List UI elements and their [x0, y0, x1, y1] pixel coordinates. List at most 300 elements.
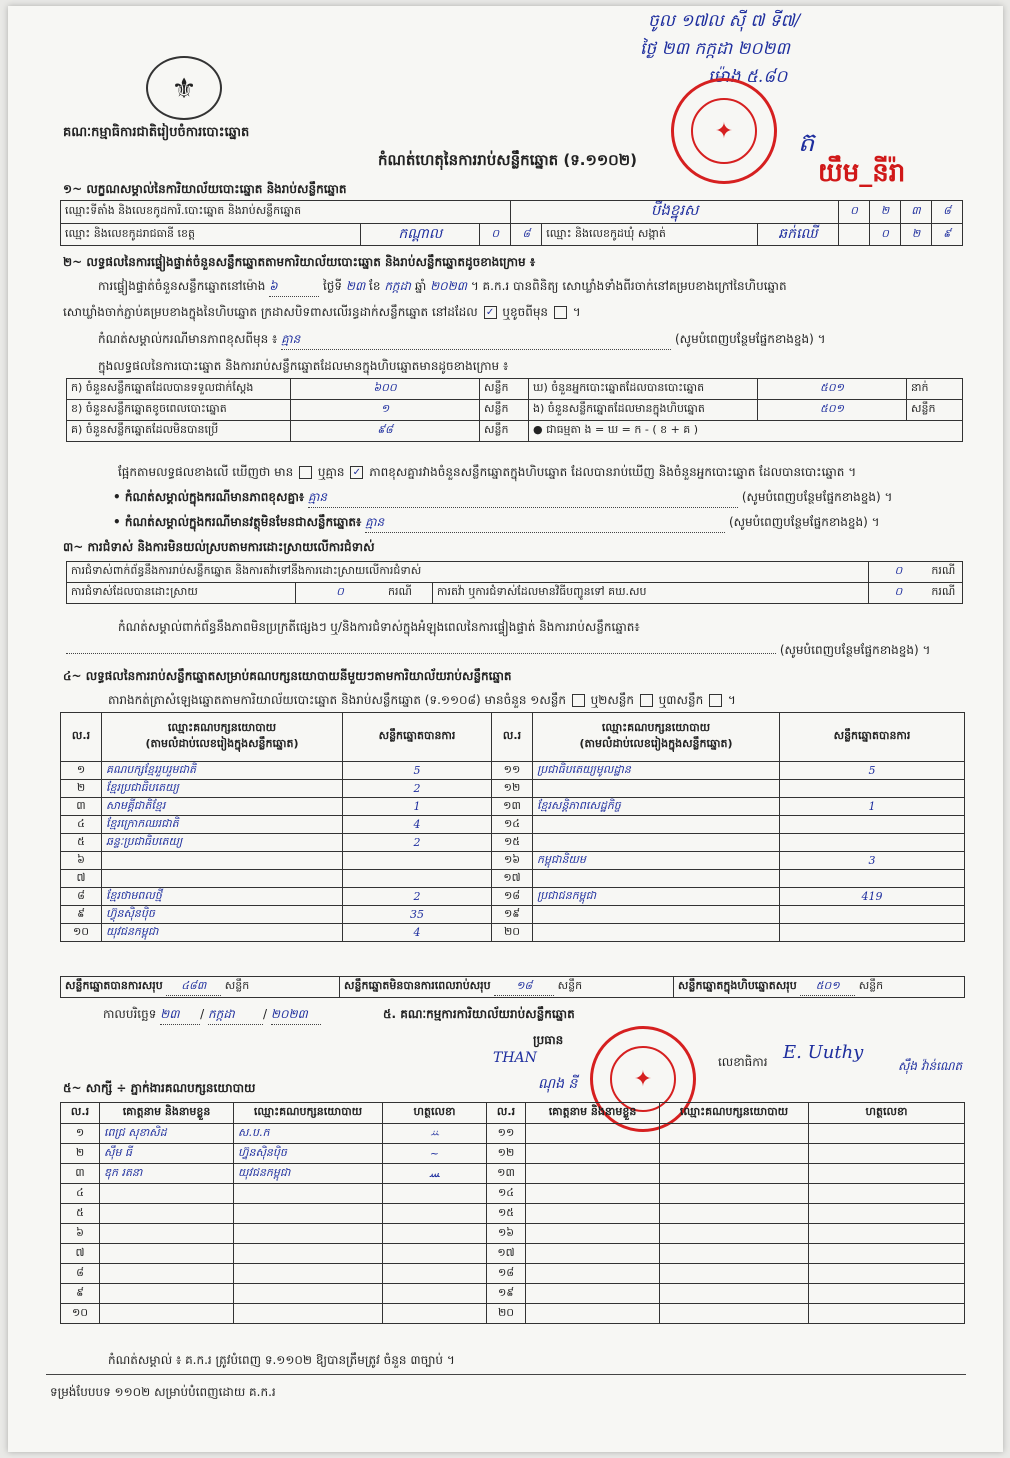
org-name: គណៈកម្មាធិការជាតិរៀបចំការបោះឆ្នោត — [63, 125, 250, 140]
party-no: ៤ — [61, 816, 102, 834]
party-name — [533, 906, 780, 924]
table-row — [61, 1144, 965, 1164]
table-row — [61, 1244, 965, 1264]
agent-party — [660, 1224, 809, 1244]
agent-no: ៤ — [61, 1184, 100, 1204]
party-name: កម្ពុជានិយម — [533, 852, 780, 870]
text: ភាពខុសគ្នារវាងចំនួនសន្លឹកឆ្នោតក្នុងហិបឆ្នោត ដែលបានរាប់ឃើញ និងចំនួនអ្នកបោះឆ្នោត ដែលបានបោះឆ្នោត ។ — [369, 465, 857, 479]
party-no: ៨ — [61, 888, 102, 906]
party-votes: 3 — [780, 852, 965, 870]
party-name — [102, 870, 343, 888]
agent-no: ៨ — [61, 1264, 100, 1284]
agent-party — [234, 1304, 383, 1324]
party-votes — [780, 816, 965, 834]
party-no: ១៤ — [492, 816, 533, 834]
party-no: ១៣ — [492, 798, 533, 816]
agent-party — [234, 1244, 383, 1264]
party-votes: 419 — [780, 888, 965, 906]
agent-party — [660, 1264, 809, 1284]
agent-name — [526, 1164, 660, 1184]
agent-name — [526, 1124, 660, 1144]
province-value: កណ្ដាល — [361, 224, 480, 246]
party-no: ១ — [61, 762, 102, 780]
party-votes — [780, 870, 965, 888]
party-votes: 5 — [343, 762, 492, 780]
section2-line3 — [98, 331, 958, 350]
objections-table — [66, 561, 963, 604]
secretary-signature: E. Uuthy — [783, 1042, 864, 1063]
agent-signature — [809, 1204, 965, 1224]
col-votes: សន្លឹកឆ្នោតបានការ — [780, 713, 965, 762]
section4-heading: ៤~ លទ្ធផលនៃការរាប់សន្លឹកឆ្នោតសម្រាប់គណបក្សនយោបាយនីមួយៗតាមការិយាល័យរាប់សន្លឹកឆ្នោត — [63, 669, 512, 683]
party-name: ឆន្ទៈប្រជាធិបតេយ្យ — [102, 834, 343, 852]
total-invalid — [340, 977, 674, 998]
agent-name — [100, 1284, 234, 1304]
stamp-code: យឹម_នីរ៉ា — [818, 158, 906, 188]
party-votes — [343, 870, 492, 888]
table-row — [61, 924, 965, 942]
section2-line2: សោឃ្លាំងចាក់ភ្ជាប់គម្របខាងក្នុងនៃហិបឆ្នោត ក្រដាសបិទពាសលើរន្ធដាក់សន្លឹកឆ្នោត នៅដដែល ✓ ឬខូចពីមុន ។ — [63, 305, 581, 319]
text: ឬ៣សន្លឹក — [658, 693, 704, 707]
table-row — [61, 888, 965, 906]
agent-name — [100, 1304, 234, 1324]
irregularity-note: កំណត់សម្គាល់ពាក់ព័ន្ធនឹងភាពមិនប្រក្រតីផ្សេងៗ ឬ/និងការជំទាស់ក្នុងអំឡុងពេលនៃការផ្ទៀងផ្ទាត់ និងការរាប់សន្លឹកឆ្នោត៖ — [118, 620, 640, 634]
count-e-value: ៥០១ — [758, 400, 907, 421]
party-name: ប្រជាជនកម្ពុជា — [533, 888, 780, 906]
totals-table — [60, 976, 965, 998]
party-no: ១៩ — [492, 906, 533, 924]
fill-note: (សូមបំពេញបន្ថែមផ្នែកខាងខ្នង) ។ — [728, 515, 880, 529]
agent-signature — [809, 1224, 965, 1244]
party-name — [102, 852, 343, 870]
table-row — [61, 1184, 965, 1204]
agent-no: ១២ — [487, 1144, 526, 1164]
agent-name — [526, 1284, 660, 1304]
text: កំណត់សម្គាល់ករណីមានភាពខុសពីមុន ៖ — [98, 332, 278, 346]
table-row — [61, 1124, 965, 1144]
col-no: ល.រ — [487, 1103, 526, 1124]
party-no: ៦ — [61, 852, 102, 870]
commune-label: ឈ្មោះ និងលេខកូដឃុំ សង្កាត់ — [542, 224, 758, 246]
text: ឬ២សន្លឹក — [590, 693, 635, 707]
party-votes — [780, 780, 965, 798]
party-no: ១២ — [492, 780, 533, 798]
unit: សន្លឹក — [858, 978, 884, 992]
party-no: ៧ — [61, 870, 102, 888]
party-name — [533, 816, 780, 834]
coat-of-arms-icon: ⚜ — [146, 56, 222, 120]
count-b-label: ខ) ចំនួនសន្លឹកឆ្នោតខូចពេលបោះឆ្នោត — [67, 400, 291, 421]
agent-party — [660, 1144, 809, 1164]
province-digit: ០ — [480, 224, 511, 246]
col-party — [102, 713, 343, 762]
form-title: កំណត់ហេតុនៃការរាប់សន្លឹកឆ្នោត (ទ.១១០២) — [378, 151, 638, 169]
party-no: ១០ — [61, 924, 102, 942]
province-digit: ៨ — [511, 224, 542, 246]
agent-party — [234, 1224, 383, 1244]
official-seal-top — [671, 78, 777, 184]
total-in-box-value: ៥០១ — [800, 979, 855, 996]
table-row — [61, 1164, 965, 1184]
agent-party — [660, 1124, 809, 1144]
has-difference-checkbox[interactable] — [299, 466, 312, 479]
table-row — [61, 762, 965, 780]
agent-no: ១៤ — [487, 1184, 526, 1204]
agent-no: ១១ — [487, 1124, 526, 1144]
objection-row1-label: ការជំទាស់ពាក់ព័ន្ធនឹងការរាប់សន្លឹកឆ្នោត និងការតវ៉ាទៅនឹងការដោះស្រាយលើការជំទាស់ — [67, 562, 869, 583]
date-year: ២០២៣ — [271, 1006, 321, 1025]
agent-no: ១៩ — [487, 1284, 526, 1304]
agent-party — [660, 1184, 809, 1204]
agent-name — [526, 1264, 660, 1284]
party-votes: 4 — [343, 816, 492, 834]
count-c-value: ៩៨ — [291, 421, 480, 442]
agent-rows — [61, 1124, 965, 1324]
total-valid — [61, 977, 340, 998]
text: ថ្ងៃទី — [323, 279, 343, 293]
agent-signature — [809, 1164, 965, 1184]
text: ខែ — [369, 279, 381, 293]
chair-label: ប្រធាន — [533, 1033, 564, 1047]
col-no: ល.រ — [492, 713, 533, 762]
seal-emblem-icon: ✦ — [610, 1046, 676, 1112]
footer-text: ទម្រង់បែបបទ ១១០២ សម្រាប់បំពេញដោយ គ.ក.រ — [50, 1385, 276, 1399]
agent-party: ហ្វ៊ុនស៊ិនប៉ិច — [234, 1144, 383, 1164]
party-rows — [61, 762, 965, 942]
fill-note: (សូមបំពេញបន្ថែមផ្នែកខាងខ្នង) ។ — [741, 490, 893, 504]
party-name: ខ្មែរក្រោកឈរជាតិ — [102, 816, 343, 834]
objection-row3-unit: ករណី — [927, 583, 962, 604]
committee-label: ៥. គណៈកម្មការការិយាល័យរាប់សន្លឹកឆ្នោត — [383, 1007, 575, 1021]
top-note-line3: ម៉ោង ៥.៨០ — [708, 67, 788, 87]
agent-signature: ~ — [383, 1144, 487, 1164]
party-no: ១៧ — [492, 870, 533, 888]
text: សន្លឹកឆ្នោតបានការសរុប — [65, 978, 163, 992]
total-invalid-value: ១៨ — [494, 979, 554, 996]
agent-no: ៣ — [61, 1164, 100, 1184]
party-votes — [780, 924, 965, 942]
unit: សន្លឹក — [224, 978, 250, 992]
text: ឆ្នាំ — [414, 279, 427, 293]
agent-no: ១៦ — [487, 1224, 526, 1244]
agent-signature — [809, 1264, 965, 1284]
agent-name — [526, 1244, 660, 1264]
bullet1-value: គ្មាន — [308, 489, 738, 508]
objection-row2-unit: ករណី — [384, 583, 433, 604]
agent-signature — [809, 1284, 965, 1304]
party-votes: 1 — [343, 798, 492, 816]
col-party — [533, 713, 780, 762]
agent-party: យុវជនកម្ពុជា — [234, 1164, 383, 1184]
difference-line — [118, 464, 856, 482]
text: សន្លឹកឆ្នោតមិនបានការពេលរាប់សរុប — [344, 978, 491, 992]
unchanged-checkbox[interactable]: ✓ — [484, 306, 497, 319]
agent-signature — [809, 1244, 965, 1264]
party-name: ប្រជាធិបតេយ្យមូលដ្ឋាន — [533, 762, 780, 780]
agent-signature: ﺴ — [383, 1164, 487, 1184]
agent-party — [234, 1284, 383, 1304]
table-row — [61, 1204, 965, 1224]
col-votes: សន្លឹកឆ្នោតបានការ — [343, 713, 492, 762]
section5-heading: ៥~ សាក្សី ÷ ភ្នាក់ងារគណបក្សនយោបាយ — [63, 1081, 256, 1095]
table-row — [61, 1264, 965, 1284]
commune-digit: ២ — [901, 224, 932, 246]
date-month: កក្កដា — [208, 1006, 263, 1025]
row1-digit: ០ — [839, 201, 870, 224]
col-name: គោត្តនាម និងនាមខ្លួន — [100, 1103, 234, 1124]
agent-signature — [383, 1264, 487, 1284]
date-line: កាលបរិច្ឆេទ ២៣ / កក្កដា / ២០២៣ — [103, 1006, 321, 1025]
col-party: ឈ្មោះគណបក្សនយោបាយ — [234, 1103, 383, 1124]
total-in-box — [674, 977, 965, 998]
agent-signature — [383, 1224, 487, 1244]
bullet2-value: គ្មាន — [365, 514, 725, 533]
section1-table — [60, 200, 963, 246]
footer-divider — [46, 1374, 966, 1375]
agent-no: ១៣ — [487, 1164, 526, 1184]
col-no: ល.រ — [61, 1103, 100, 1124]
agent-no: ១៨ — [487, 1264, 526, 1284]
agent-party: ស.ប.ក — [234, 1124, 383, 1144]
agent-name: ស៊ឹម ធី — [100, 1144, 234, 1164]
col-party: ឈ្មោះគណបក្សនយោបាយ — [660, 1103, 809, 1124]
section2-line4: ក្នុងលទ្ធផលនៃការបោះឆ្នោត និងការរាប់សន្លឹកឆ្នោតដែលមានក្នុងហិបឆ្នោតមានដូចខាងក្រោម ៖ — [98, 359, 509, 373]
text: សន្លឹកឆ្នោតក្នុងហិបឆ្នោតសរុប — [678, 978, 797, 992]
table-row — [61, 798, 965, 816]
fill-note: (សូមបំពេញបន្ថែមផ្នែកខាងខ្នង) ។ — [779, 643, 931, 657]
party-name: យុវជនកម្ពុជា — [102, 924, 343, 942]
agent-signature — [383, 1244, 487, 1264]
party-no: ៥ — [61, 834, 102, 852]
agent-no: ១៥ — [487, 1204, 526, 1224]
secretary-name: ស៊ឹង វ៉ាន់ណេត — [898, 1059, 963, 1073]
col-party-sub: (តាមលំដាប់លេខរៀងក្នុងសន្លឹកឆ្នោត) — [145, 737, 299, 750]
party-name: សាមគ្គីជាតិខ្មែរ — [102, 798, 343, 816]
agent-signature — [809, 1124, 965, 1144]
agent-signature — [383, 1284, 487, 1304]
party-no: ១៦ — [492, 852, 533, 870]
col-sign: ហត្ថលេខា — [383, 1103, 487, 1124]
count-e-label: ង) ចំនួនសន្លឹកឆ្នោតដែលមានក្នុងហិបឆ្នោត — [529, 400, 758, 421]
table-row — [61, 852, 965, 870]
agent-name — [526, 1304, 660, 1324]
agent-name — [100, 1204, 234, 1224]
table-row — [61, 780, 965, 798]
empty-cell — [839, 224, 870, 246]
agent-no: ៩ — [61, 1284, 100, 1304]
party-votes: 35 — [343, 906, 492, 924]
section4-subline: តារាងកត់ត្រាសំឡេងឆ្នោតតាមការិយាល័យបោះឆ្នោត និងរាប់សន្លឹកឆ្នោត (ទ.១១០៨) មានចំនួន ១សន្លឹក ឬ២សន្លឹក ឬ៣សន្លឹក ។ — [108, 693, 736, 707]
fill-note: (សូមបំពេញបន្ថែមផ្នែកខាងខ្នង) ។ — [674, 332, 826, 346]
party-no: ២ — [61, 780, 102, 798]
footnote: កំណត់សម្គាល់ ៖ គ.ក.រ ត្រូវបំពេញ ទ.១១០២ ឱ្យបានត្រឹមត្រូវ ចំនួន ៣ច្បាប់ ។ — [108, 1353, 455, 1367]
party-name: គណបក្សខ្មែររួបរួមជាតិ — [102, 762, 343, 780]
party-name — [533, 924, 780, 942]
objection-row1-value: ០ — [869, 562, 928, 583]
agent-no: ១០ — [61, 1304, 100, 1324]
formula-note: ● ជាធម្មតា ង = ឃ = ក - ( ខ + គ ) — [529, 421, 963, 442]
agent-party — [660, 1244, 809, 1264]
text: ផ្អែកតាមលទ្ធផលខាងលើ ឃើញថា មាន — [118, 465, 294, 479]
year-value: ២០២៣ — [430, 279, 467, 293]
bullet-note-2 — [113, 514, 963, 533]
date-day: ២៣ — [160, 1006, 200, 1025]
party-name: ហ៊្វុនស៊ិនប៉ិច — [102, 906, 343, 924]
table-row — [61, 1284, 965, 1304]
objection-row1-unit: ករណី — [927, 562, 962, 583]
commune-digit: ០ — [870, 224, 901, 246]
party-name — [533, 834, 780, 852]
party-votes: 5 — [780, 762, 965, 780]
row1-value: បឹងខ្នុរស — [511, 201, 839, 224]
table-row — [61, 834, 965, 852]
text: ឬគ្មាន — [317, 465, 345, 479]
count-d-value: ៥០១ — [758, 379, 907, 400]
top-note-line2: ថ្ងៃ ២៣ កក្កដា ២០២៣ — [640, 39, 790, 59]
col-name: គោត្តនាម និងនាមខ្លួន — [526, 1103, 660, 1124]
section1-heading: ១~ លក្ខណសម្គាល់នៃការិយាល័យបោះឆ្នោត និងរាប់សន្លឹកឆ្នោត — [63, 182, 347, 196]
bullet-note-1 — [113, 489, 963, 508]
section3-heading: ៣~ ការជំទាស់ និងការមិនយល់ស្របតាមការដោះស្រាយលើការជំទាស់ — [63, 540, 375, 554]
agent-name — [100, 1184, 234, 1204]
agent-party — [660, 1304, 809, 1324]
counts-table — [66, 378, 963, 442]
section2-heading: ២~ លទ្ធផលនៃការផ្ទៀងផ្ទាត់ចំនួនសន្លឹកឆ្នោតតាមការិយាល័យបោះឆ្នោត និងរាប់សន្លឹកឆ្នោតដូចខាងក្រោម ៖ — [63, 255, 536, 269]
agent-party — [660, 1164, 809, 1184]
objection-row3-label: ការតវ៉ា ឬការជំទាស់ដែលមានវិធីបញ្ជូនទៅ គឃ.សប — [433, 583, 869, 604]
agent-name — [100, 1244, 234, 1264]
col-sign: ហត្ថលេខា — [809, 1103, 965, 1124]
one-sheet-checkbox[interactable] — [572, 694, 585, 707]
commune-digit: ៩ — [932, 224, 963, 246]
top-note-line1: ចូល ១៧ល សុី ៧ ទី៧/ — [648, 11, 801, 31]
no-difference-checkbox[interactable]: ✓ — [350, 466, 363, 479]
text: តារាងកត់ត្រាសំឡេងឆ្នោតតាមការិយាល័យបោះឆ្នោត និងរាប់សន្លឹកឆ្នោត (ទ.១១០៨) មានចំនួន ១សន្លឹក — [108, 693, 566, 707]
agent-signature — [383, 1204, 487, 1224]
agent-no: ៧ — [61, 1244, 100, 1264]
party-no: ២០ — [492, 924, 533, 942]
agent-party — [234, 1264, 383, 1284]
section2-line1 — [98, 278, 787, 297]
agent-name — [526, 1224, 660, 1244]
count-a-unit: សន្លឹក — [480, 379, 529, 400]
agent-name — [100, 1224, 234, 1244]
count-b-value: ១ — [291, 400, 480, 421]
seal-emblem-icon: ✦ — [691, 98, 757, 164]
count-d-unit: នាក់ — [907, 379, 963, 400]
agent-no: ២ — [61, 1144, 100, 1164]
irregularity-fill — [66, 642, 963, 660]
difference-note-value: គ្មាន — [281, 331, 671, 350]
row1-digit: ៨ — [932, 201, 963, 224]
agent-no: ៥ — [61, 1204, 100, 1224]
row1-digit: ២ — [870, 201, 901, 224]
text: • កំណត់សម្គាល់ក្នុងករណីមានវត្ថុមិនមែនជាសន្លឹកឆ្នោត៖ — [113, 515, 362, 529]
table-row — [61, 906, 965, 924]
month-value: កក្កដា — [384, 279, 411, 293]
secretary-label: លេខាធិការ — [718, 1055, 768, 1069]
agent-name: ពេជ្រ សុខាសិដ — [100, 1124, 234, 1144]
agent-party — [234, 1204, 383, 1224]
text: • កំណត់សម្គាល់ក្នុងករណីមានភាពខុសគ្នា៖ — [113, 490, 305, 504]
agent-no: ១៧ — [487, 1244, 526, 1264]
province-label: ឈ្មោះ និងលេខកូដរាជធានី ខេត្ត — [61, 224, 361, 246]
three-sheets-checkbox[interactable] — [709, 694, 722, 707]
table-row — [61, 816, 965, 834]
agent-name — [100, 1264, 234, 1284]
agent-name: ឌុក រតនា — [100, 1164, 234, 1184]
agent-party — [234, 1184, 383, 1204]
agent-name — [526, 1184, 660, 1204]
agent-signature — [809, 1304, 965, 1324]
text: សោឃ្លាំងចាក់ភ្ជាប់គម្របខាងក្នុងនៃហិបឆ្នោត ក្រដាសបិទពាសលើរន្ធដាក់សន្លឹកឆ្នោត នៅដដែល — [63, 305, 478, 319]
party-votes — [343, 852, 492, 870]
row1-label: ឈ្មោះទីតាំង និងលេខកូដការិ.បោះឆ្នោត និងរាប់សន្លឹកឆ្នោត — [61, 201, 511, 224]
agent-signature — [809, 1144, 965, 1164]
party-votes: 2 — [343, 834, 492, 852]
party-votes: 2 — [343, 780, 492, 798]
agent-party — [660, 1204, 809, 1224]
count-c-unit: សន្លឹក — [480, 421, 529, 442]
agent-name — [526, 1204, 660, 1224]
agent-signature — [383, 1184, 487, 1204]
time-value: ៦ — [269, 278, 319, 297]
agent-party — [660, 1284, 809, 1304]
count-c-label: គ) ចំនួនសន្លឹកឆ្នោតដែលមិនបានប្រើ — [67, 421, 291, 442]
commune-value: ឆក់ឈើ — [757, 224, 838, 246]
ballot-count-form — [8, 6, 1003, 1452]
party-no: ៩ — [61, 906, 102, 924]
two-sheets-checkbox[interactable] — [640, 694, 653, 707]
party-agents-table — [60, 1102, 965, 1324]
party-name: ខ្មែរសន្តិភាពសេដ្ឋកិច្ច — [533, 798, 780, 816]
objection-row2-label: ការជំទាស់ដែលបានដោះស្រាយ — [67, 583, 296, 604]
party-no: ៣ — [61, 798, 102, 816]
col-no: ល.រ — [61, 713, 102, 762]
unit: សន្លឹក — [557, 978, 583, 992]
agent-signature: ꕁ — [383, 1124, 487, 1144]
party-name — [533, 780, 780, 798]
agent-no: ១ — [61, 1124, 100, 1144]
table-row — [61, 1304, 965, 1324]
damaged-checkbox[interactable] — [554, 306, 567, 319]
col-party-title: ឈ្មោះគណបក្សនយោបាយ — [601, 721, 711, 734]
party-votes: 1 — [780, 798, 965, 816]
fill-line — [66, 653, 776, 654]
day-value: ២៣ — [345, 279, 366, 293]
party-votes: 4 — [343, 924, 492, 942]
total-valid-value: ៤៨៣ — [166, 979, 221, 996]
party-name: ខ្មែរថាមពលថ្មី — [102, 888, 343, 906]
party-name — [533, 870, 780, 888]
table-row — [61, 1224, 965, 1244]
agent-name — [526, 1144, 660, 1164]
initials-handwritten: ត — [798, 128, 815, 158]
text: កាលបរិច្ឆេទ — [103, 1007, 157, 1021]
col-party-sub: (តាមលំដាប់លេខរៀងក្នុងសន្លឹកឆ្នោត) — [579, 737, 733, 750]
table-row — [61, 870, 965, 888]
count-a-label: ក) ចំនួនសន្លឹកឆ្នោតដែលបានទទួលជាក់ស្ដែង — [67, 379, 291, 400]
party-votes: 2 — [343, 888, 492, 906]
party-no: ១១ — [492, 762, 533, 780]
agent-no: ២០ — [487, 1304, 526, 1324]
objection-row2-value: ០ — [296, 583, 385, 604]
agent-signature — [809, 1184, 965, 1204]
count-e-unit: សន្លឹក — [907, 400, 963, 421]
chair-signature: THAN — [493, 1050, 537, 1066]
count-d-label: ឃ) ចំនួនអ្នកបោះឆ្នោតដែលបានបោះឆ្នោត — [529, 379, 758, 400]
party-name: ខ្មែរប្រជាធិបតេយ្យ — [102, 780, 343, 798]
